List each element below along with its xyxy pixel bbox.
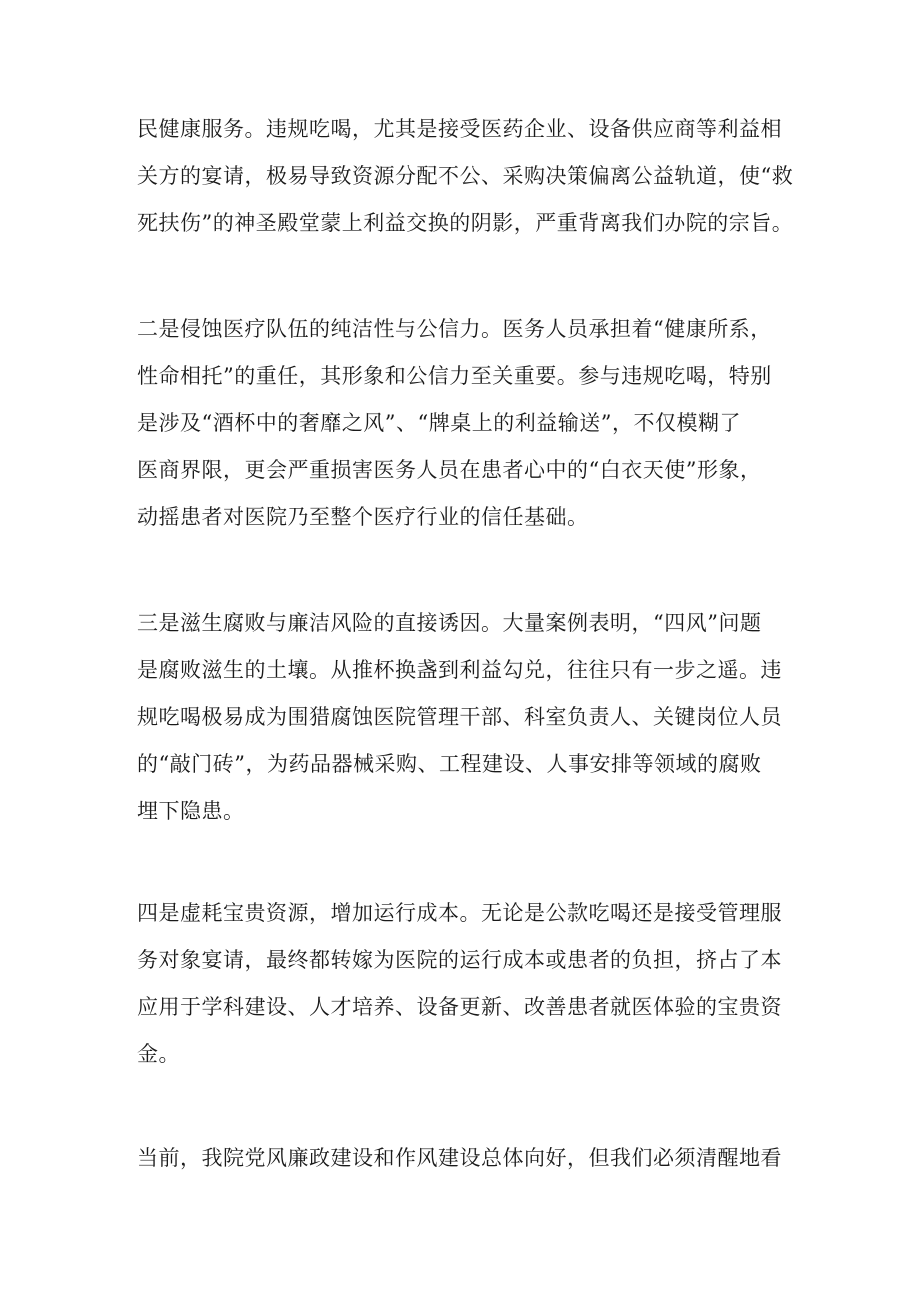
text-line: 三是滋生腐败与廉洁风险的直接诱因。大量案例表明，“四风”问题 [137, 611, 762, 635]
text-line: 民健康服务。违规吃喝，尤其是接受医药企业、设备供应商等利益相 [137, 117, 782, 141]
text-line: 是涉及“酒杯中的奢靡之风”、“牌桌上的利益输送”，不仅模糊了 [137, 411, 741, 435]
text-line: 死扶伤”的神圣殿堂蒙上利益交换的阴影，严重背离我们办院的宗旨。 [137, 211, 794, 235]
text-line: 动摇患者对医院乃至整个医疗行业的信任基础。 [137, 505, 589, 529]
text-line: 性命相托”的重任，其形象和公信力至关重要。参与违规吃喝，特别 [137, 364, 772, 388]
text-line: 是腐败滋生的土壤。从推杯换盏到利益勾兑，往往只有一步之遥。违 [137, 658, 782, 682]
text-line: 医商界限，更会严重损害医务人员在患者心中的“白衣天使”形象， [137, 458, 762, 482]
paragraph-point-four [137, 890, 797, 1078]
text-line: 关方的宴请，极易导致资源分配不公、采购决策偏离公益轨道，使“救 [137, 164, 794, 188]
paragraph-point-two [137, 306, 797, 541]
text-line: 当前，我院党风廉政建设和作风建设总体向好，但我们必须清醒地看 [137, 1146, 782, 1170]
text-line: 二是侵蚀医疗队伍的纯洁性与公信力。医务人员承担着“健康所系， [137, 317, 772, 341]
paragraph-point-three [137, 600, 797, 835]
text-line: 规吃喝极易成为围猎腐蚀医院管理干部、科室负责人、关键岗位人员 [137, 705, 782, 729]
text-line: 的“敲门砖”，为药品器械采购、工程建设、人事安排等领域的腐败 [137, 752, 762, 776]
text-line: 四是虚耗宝贵资源，增加运行成本。无论是公款吃喝还是接受管理服 [137, 901, 782, 925]
text-line: 金。 [137, 1042, 180, 1066]
paragraph-current-status [137, 1135, 797, 1182]
text-line: 埋下隐患。 [137, 799, 245, 823]
text-line: 务对象宴请，最终都转嫁为医院的运行成本或患者的负担，挤占了本 [137, 948, 782, 972]
paragraph-service-impact [137, 106, 797, 247]
text-line: 应用于学科建设、人才培养、设备更新、改善患者就医体验的宝贵资 [137, 995, 782, 1019]
